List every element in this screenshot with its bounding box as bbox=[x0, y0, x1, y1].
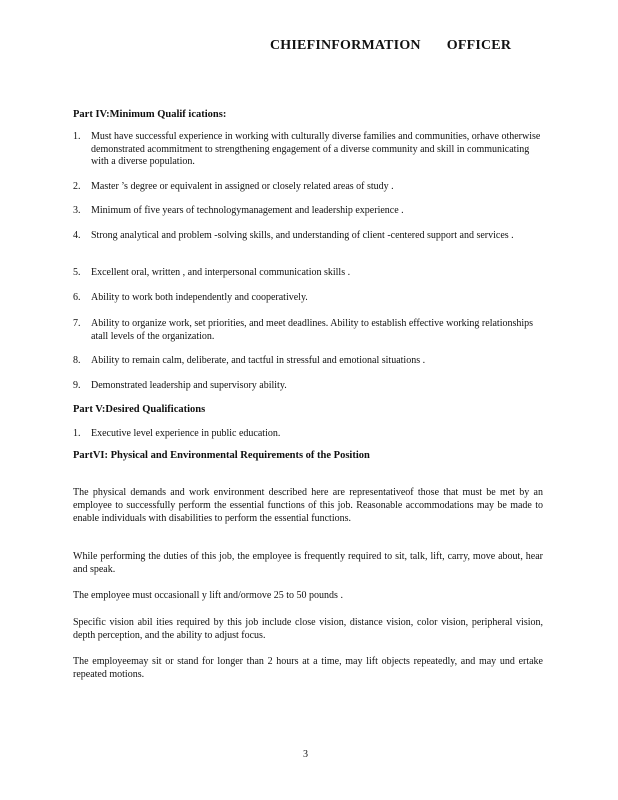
part-v-heading: Part V:Desired Qualifications bbox=[73, 404, 206, 415]
part-iv-heading: Part IV:Minimum Qualif ications: bbox=[73, 109, 227, 120]
list-item-text: Excellent oral, written , and interpersonal communication skills . bbox=[91, 267, 351, 278]
list-item-number: 1. bbox=[73, 131, 81, 142]
list-item-text: Ability to remain calm, deliberate, and tactful in stressful and emotional situations . bbox=[91, 355, 426, 366]
list-item bbox=[73, 131, 543, 169]
title-part-a: CHIEFINFORMATION bbox=[270, 38, 421, 53]
list-item bbox=[73, 292, 543, 305]
list-item-number: 5. bbox=[73, 267, 81, 278]
list-item-number: 8. bbox=[73, 355, 81, 366]
page-number: 3 bbox=[303, 749, 308, 760]
list-item bbox=[73, 205, 543, 218]
list-item bbox=[73, 428, 543, 441]
paragraph: Specific vision abil ities required by this job include close vision, distance vision, color vision, peripheral vision, depth perception, and the ability to adjust focus. bbox=[73, 617, 543, 641]
title-part-b: OFFICER bbox=[446, 38, 512, 53]
list-item-number: 2. bbox=[73, 181, 81, 192]
paragraph: The employeemay sit or stand for longer than 2 hours at a time, may lift objects repeatedly, and may und ertake repeated motions. bbox=[73, 656, 543, 680]
list-item-text: Minimum of five years of technologymanagement and leadership experience . bbox=[91, 205, 404, 216]
list-item-text: Ability to organize work, set priorities, and meet deadlines. Ability to establish effective working relationships atall levels of the organization. bbox=[91, 318, 534, 342]
list-item-text: Must have successful experience in working with culturally diverse families and communities, orhave otherwise demonstrated acommitment to strengthening engagement of a diverse community and skill in communicating with a diverse population. bbox=[91, 131, 541, 167]
part-vi-heading: PartVI: Physical and Environmental Requirements of the Position bbox=[73, 450, 370, 461]
list-item bbox=[73, 230, 543, 243]
list-item-number: 1. bbox=[73, 428, 81, 439]
list-item-text: Executive level experience in public education. bbox=[91, 428, 281, 439]
list-item bbox=[73, 267, 543, 280]
list-item bbox=[73, 181, 543, 194]
list-item-number: 7. bbox=[73, 318, 81, 329]
list-item bbox=[73, 380, 543, 393]
list-item-number: 3. bbox=[73, 205, 81, 216]
paragraph: The employee must occasionall y lift and/ormove 25 to 50 pounds . bbox=[73, 590, 343, 601]
list-item-text: Strong analytical and problem -solving skills, and understanding of client -centered support and services . bbox=[91, 230, 514, 241]
list-item-text: Demonstrated leadership and supervisory ability. bbox=[91, 380, 287, 391]
list-item bbox=[73, 318, 543, 343]
list-item-number: 6. bbox=[73, 292, 81, 303]
list-item-number: 9. bbox=[73, 380, 81, 391]
page-title bbox=[270, 38, 511, 54]
list-item bbox=[73, 355, 543, 368]
paragraph: While performing the duties of this job, the employee is frequently required to sit, talk, lift, carry, move about, hear and speak. bbox=[73, 551, 543, 575]
paragraph: The physical demands and work environment described here are representativeof those that must be met by an employee to successfully perform the essential functions of this job. Reasonable accommodations may be made to enable individuals with disabilities to perform the essential functions. bbox=[73, 487, 543, 524]
list-item-text: Master ’s degree or equivalent in assigned or closely related areas of study . bbox=[91, 181, 394, 192]
list-item-number: 4. bbox=[73, 230, 81, 241]
list-item-text: Ability to work both independently and cooperatively. bbox=[91, 292, 308, 303]
